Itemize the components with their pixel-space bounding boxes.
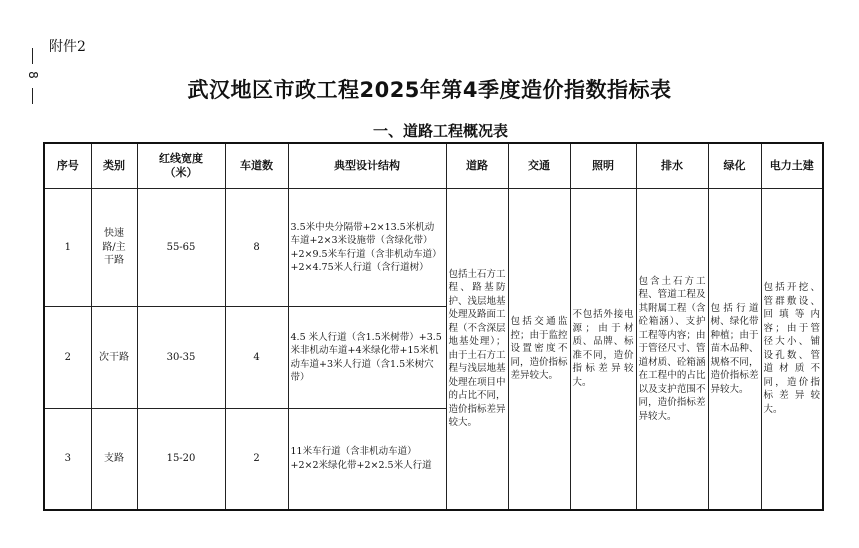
document-title: 武汉地区市政工程2025年第4季度造价指数指标表 (187, 78, 672, 102)
row-width: 30-35 (137, 307, 225, 409)
row-structure: 4.5 米人行道（含1.5米树带）+3.5米非机动车道+4米绿化带+15米机动车道+3米人行道（含1.5米树穴带） (288, 307, 446, 409)
row-serial: 1 (44, 189, 91, 307)
header-width: 红线宽度（米） (137, 143, 225, 189)
row-serial: 3 (44, 409, 91, 510)
lighting-description: 不包括外接电源；由于材质、品牌、标准不同，造价指标差异较大。 (570, 189, 636, 510)
traffic-description: 包括交通监控；由于监控设置密度不同，造价指标差异较大。 (508, 189, 570, 510)
row-category: 支路 (91, 409, 137, 510)
header-serial: 序号 (44, 143, 91, 189)
road-overview-table (43, 142, 824, 511)
header-lanes: 车道数 (225, 143, 288, 189)
attachment-label: 附件2 (49, 39, 86, 55)
power-description: 包括开挖、管群敷设、回填等内容；由于管径大小、铺设孔数、管道材质不同，造价指标差异较大。 (761, 189, 823, 510)
table-header-row (44, 143, 823, 189)
row-serial: 2 (44, 307, 91, 409)
header-category: 类别 (91, 143, 137, 189)
row-lanes: 2 (225, 409, 288, 510)
row-width: 55-65 (137, 189, 225, 307)
header-structure: 典型设计结构 (288, 143, 446, 189)
header-power: 电力土建 (761, 143, 823, 189)
section-subtitle: 一、道路工程概况表 (372, 122, 508, 140)
table-row (44, 189, 823, 307)
header-road: 道路 (446, 143, 508, 189)
row-structure: 3.5米中央分隔带+2×13.5米机动车道+2×3米设施带（含绿化带）+2×9.5米车行道（含非机动车道）+2×4.75米人行道（含行道树） (288, 189, 446, 307)
header-lighting: 照明 (570, 143, 636, 189)
header-traffic: 交通 (508, 143, 570, 189)
header-drainage: 排水 (636, 143, 708, 189)
road-description: 包括土石方工程、路基防护、浅层地基处理及路面工程（不含深层地基处理）；由于土石方工程与浅层地基处理在项目中的占比不同，造价指标差异较大。 (446, 189, 508, 510)
row-category: 快速路/主干路 (91, 189, 137, 307)
row-width: 15-20 (137, 409, 225, 510)
page-number: 8 (25, 71, 40, 79)
drainage-description: 包含土石方工程、管道工程及其附属工程（含砼箱涵）、支护工程等内容；由于管径尺寸、管道材质、砼箱涵在工程中的占比以及支护范围不同，造价指标差异较大。 (636, 189, 708, 510)
greening-description: 包括行道树、绿化带种植；由于苗木品种、规格不同，造价指标差异较大。 (708, 189, 761, 510)
header-greening: 绿化 (708, 143, 761, 189)
row-category: 次干路 (91, 307, 137, 409)
row-structure: 11米车行道（含非机动车道）+2×2米绿化带+2×2.5米人行道 (288, 409, 446, 510)
row-lanes: 8 (225, 189, 288, 307)
row-lanes: 4 (225, 307, 288, 409)
